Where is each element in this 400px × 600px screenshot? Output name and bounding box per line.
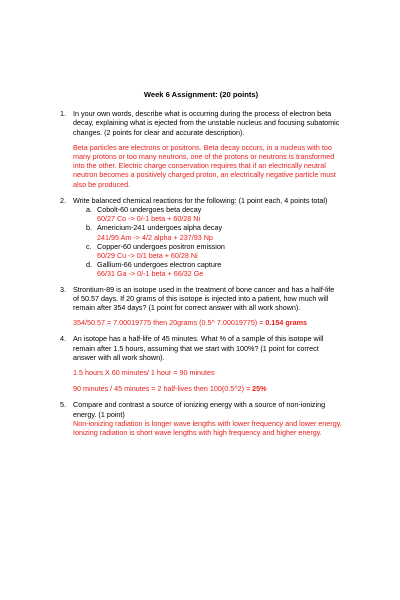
question-number: 3. — [60, 284, 66, 294]
question-text: Write balanced chemical reactions for the following: (1 point each, 4 points total) — [73, 195, 328, 205]
question-number: 4. — [60, 334, 66, 344]
answer-text: 354/50.57 = 7.00019775 then 20grams (0.5^ 7.00019775) = 0.154 grams — [73, 318, 307, 328]
sub-question-list — [73, 205, 342, 279]
answer-text: Non-ionizing radiation is longer wave lengths with lower frequency and lower energy. Ionizing radiation is short wave lengths with high frequency and higher energy. — [73, 418, 342, 438]
question-number: 5. — [60, 400, 66, 410]
assignment-title: Week 6 Assignment: (20 points) — [143, 90, 259, 99]
question-text: In your own words, describe what is occurring during the process of electron beta decay, explaining what is ejected from the unstable nucleus and focusing subatomic changes. (2 points for clear and accurate description). — [73, 109, 340, 137]
question-3 — [60, 285, 342, 328]
answer-text: 66/31 Ga -> 0/-1 beta + 66/32 Ge — [97, 269, 204, 279]
question-1 — [60, 109, 342, 189]
sub-question-a: a. Cobolt-60 undergoes beta decay 60/27 Co -> 0/-1 beta + 60/28 Ni — [86, 205, 342, 223]
question-5 — [60, 400, 342, 437]
question-4 — [60, 334, 342, 393]
answer-text: 60/29 Cu -> 0/1 beta + 60/28 Ni — [97, 251, 198, 261]
sub-question-c: c. Copper-60 undergoes positron emission 60/29 Cu -> 0/1 beta + 60/28 Ni — [86, 242, 342, 260]
question-number: 2. — [60, 195, 66, 205]
final-answer: 0.154 grams — [265, 318, 307, 328]
question-number: 1. — [60, 109, 66, 119]
question-text: Compare and contrast a source of ionizing energy with a source of non-ionizing energy. (1 point) — [73, 400, 326, 419]
answer-text: 60/27 Co -> 0/-1 beta + 60/28 Ni — [97, 214, 201, 224]
sub-question-d: d. Gallium-66 undergoes electron capture 66/31 Ga -> 0/-1 beta + 66/32 Ge — [86, 260, 342, 278]
final-answer: 25% — [252, 384, 267, 394]
answer-text: 241/95 Am -> 4/2 alpha + 237/93 Np — [97, 232, 213, 242]
question-text: Strontium-89 is an isotope used in the treatment of bone cancer and has a half-life of 50.57 days. If 20 grams of this isotope is injected into a patient, how much will remain after 354 days? (1 point for correct answer with all work shown). — [73, 284, 335, 313]
answer-text: 1.5 hours X 60 minutes/ 1 hour = 90 minutes 90 minutes / 45 minutes = 2 half-lives then 100(0.5^2) = 25% — [73, 368, 267, 394]
sub-question-b: b. Americium-241 undergoes alpha decay 241/95 Am -> 4/2 alpha + 237/93 Np — [86, 223, 342, 241]
answer-text: Beta particles are electrons or positrons. Beta decay occurs, in a nucleus with too many protons or too many neutrons, one of the protons or neutrons is transformed into the other. Electric charge conservation requires that if an electrically neutral neutron becomes a positively charged proton, an electrically negative particle must also be produced. — [73, 142, 336, 189]
question-text: An isotope has a half-life of 45 minutes. What % of a sample of this isotope will remain after 1.5 hours, assuming that we start with 100%? (1 point for correct answer with all work shown). — [73, 334, 324, 362]
question-2 — [60, 196, 342, 279]
